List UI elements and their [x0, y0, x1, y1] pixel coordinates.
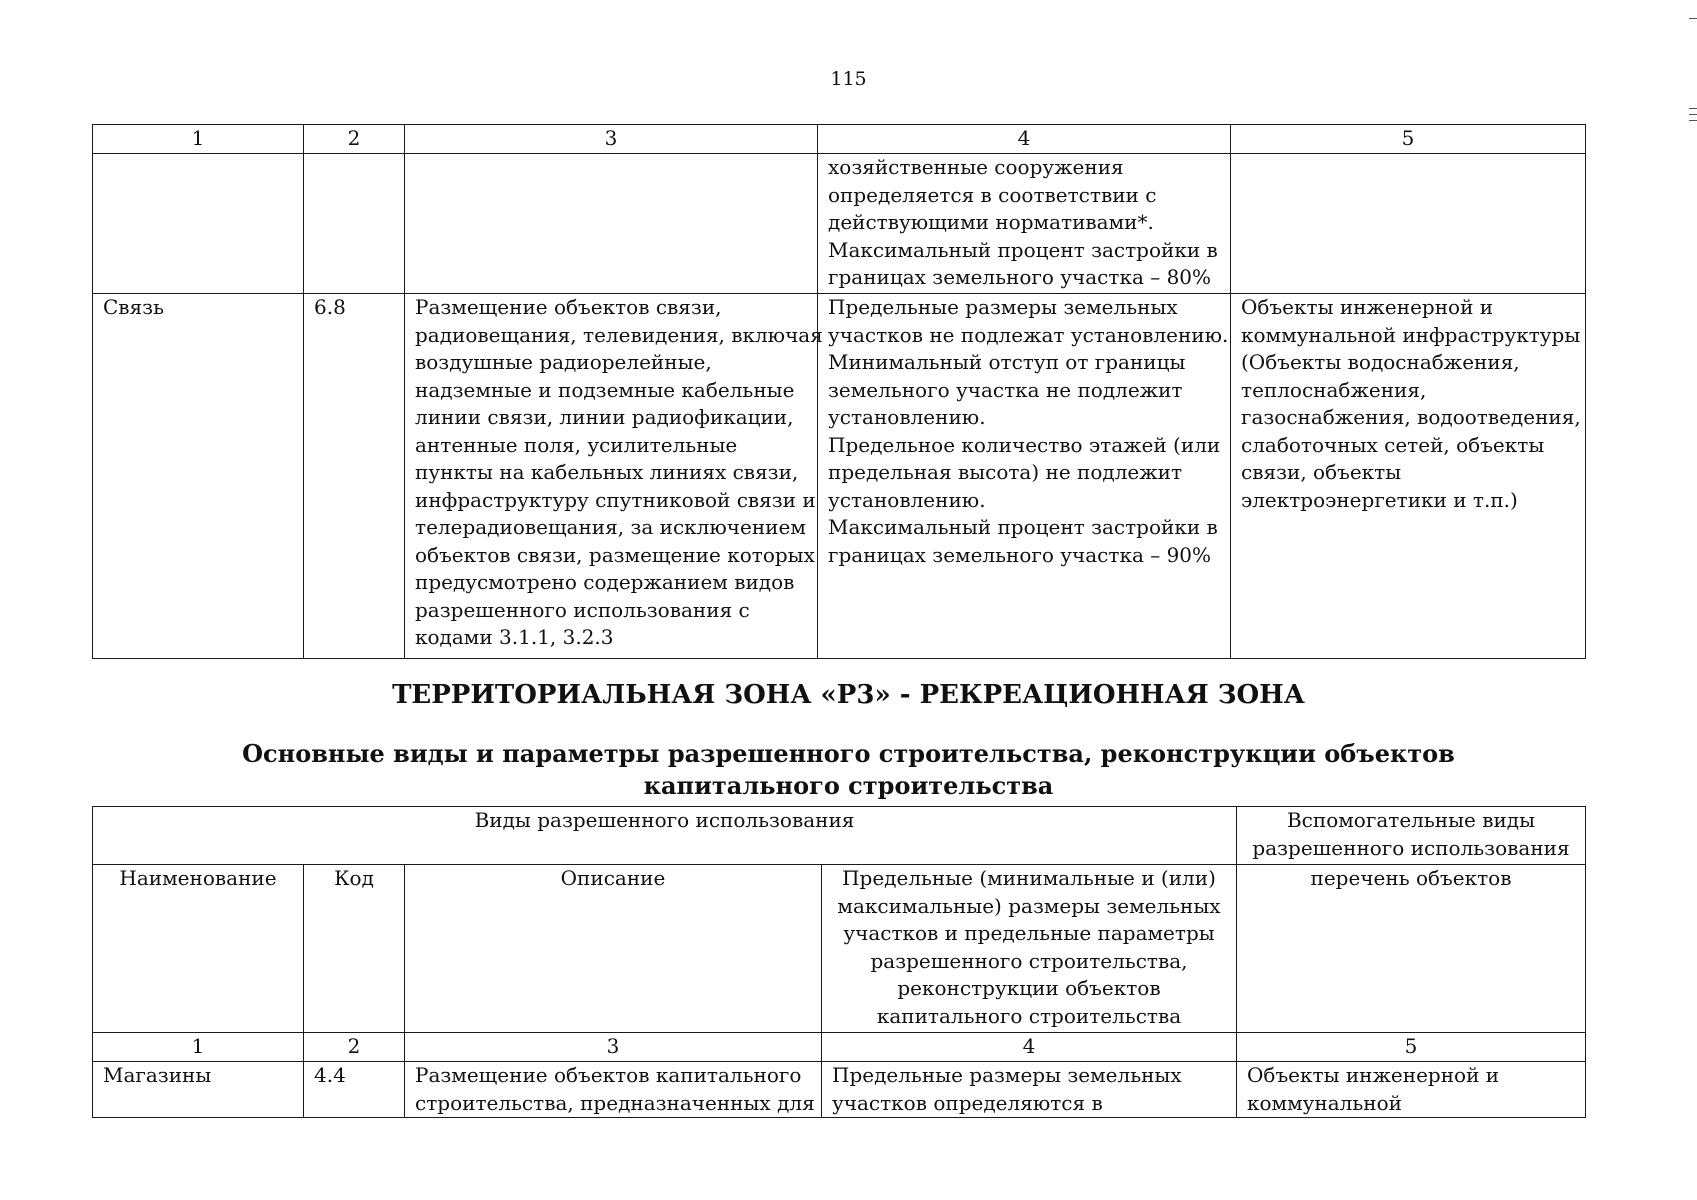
group-header: Виды разрешенного использования — [93, 807, 1237, 865]
header-aux: перечень объектов — [1237, 865, 1586, 1033]
text-line: инфраструктуру спутниковой связи и — [415, 487, 816, 512]
text-line: воздушные радиорелейные, — [415, 350, 712, 374]
col-number: 4 — [818, 125, 1231, 154]
text-line: участков и предельные параметры — [843, 921, 1215, 945]
text-line: кодами 3.1.1, 3.2.3 — [415, 625, 614, 649]
col-number: 5 — [1231, 125, 1586, 154]
text-line: Объекты инженерной и — [1247, 1063, 1500, 1087]
text-line: разрешенного использования — [1252, 835, 1570, 860]
col-number: 3 — [405, 125, 818, 154]
crop-mark-right-3 — [1689, 120, 1697, 121]
text-line: разрешенного использования с — [415, 597, 750, 622]
text-line: Предельные размеры земельных — [828, 295, 1178, 319]
col-number: 2 — [304, 125, 405, 154]
column-number-row — [93, 125, 1586, 154]
cell-description — [405, 294, 823, 659]
text-line: Максимальный процент застройки в — [828, 515, 1218, 539]
header-code: Код — [304, 865, 405, 1033]
group-header-row — [93, 807, 1586, 865]
text-line: линии связи, линии радиофикации, — [415, 405, 794, 429]
table-row-magaziny — [93, 1062, 1586, 1118]
text-line: объектов связи, размещение которых — [415, 542, 815, 567]
text-line: земельного участка не подлежит — [828, 377, 1183, 402]
text-line: капитального строительства — [876, 1003, 1182, 1028]
text-line: Максимальный процент застройки в — [828, 237, 1218, 262]
text-line: радиовещания, телевидения, включая — [415, 322, 823, 347]
text-line: предельная высота) не подлежит — [828, 460, 1183, 484]
text-line: электроэнергетики и т.п.) — [1241, 487, 1518, 512]
table-row-svyaz — [93, 294, 1586, 659]
col-number: 3 — [405, 1033, 822, 1062]
table-row-continued — [93, 154, 1586, 294]
crop-mark-right-1 — [1689, 108, 1697, 109]
text-line: разрешенного строительства, — [870, 948, 1188, 973]
page-number: 115 — [830, 68, 867, 90]
cell-params — [818, 154, 1231, 294]
text-line: границах земельного участка – 80% — [828, 265, 1212, 289]
text-line: границах земельного участка – 90% — [828, 542, 1212, 567]
text-line: Размещение объектов связи, — [415, 295, 722, 319]
cell-name-empty — [93, 154, 304, 294]
text-line: (Объекты водоснабжения, — [1241, 350, 1520, 374]
text-line: Вспомогательные виды — [1286, 808, 1536, 832]
text-line: пункты на кабельных линиях связи, — [415, 460, 799, 484]
cell-code: 4.4 — [304, 1062, 405, 1118]
column-header-row — [93, 865, 1586, 1033]
cell-params — [822, 1062, 1237, 1118]
header-params — [822, 865, 1237, 1033]
zone-title: ТЕРРИТОРИАЛЬНАЯ ЗОНА «Р3» - РЕКРЕАЦИОННАЯ ЗОНА — [392, 680, 1305, 710]
text-line: максимальные) размеры земельных — [837, 893, 1221, 918]
cell-name: Связь — [93, 294, 304, 659]
header-description: Описание — [405, 865, 822, 1033]
cell-params — [818, 294, 1231, 659]
cell-aux — [1237, 1062, 1586, 1118]
text-line: действующими нормативами*. — [828, 210, 1154, 234]
cell-name: Магазины — [93, 1062, 304, 1118]
cell-aux-empty — [1231, 154, 1586, 294]
cell-code-empty — [304, 154, 405, 294]
table-top — [92, 124, 1586, 659]
col-number: 4 — [822, 1033, 1237, 1062]
text-line: хозяйственные сооружения — [828, 155, 1124, 179]
text-line: газоснабжения, водоотведения, — [1241, 405, 1581, 429]
text-line: предусмотрено содержанием видов — [415, 570, 795, 594]
section-subtitle: Основные виды и параметры разрешенного строительства, реконструкции объектов капитального строительства — [242, 739, 1455, 800]
text-line: участков определяются в — [832, 1090, 1103, 1115]
text-line: телерадиовещания, за исключением — [415, 515, 806, 539]
text-line: Предельные размеры земельных — [832, 1063, 1182, 1087]
text-line: Объекты инженерной и — [1241, 295, 1494, 319]
cell-description-empty — [405, 154, 818, 294]
text-line: связи, объекты — [1241, 460, 1402, 484]
crop-mark-right-2 — [1689, 114, 1697, 115]
text-line: коммунальной — [1247, 1090, 1402, 1115]
table-bottom — [92, 806, 1586, 1118]
aux-group-header — [1237, 807, 1586, 865]
text-line: слаботочных сетей, объекты — [1241, 432, 1545, 457]
cell-description — [405, 1062, 822, 1118]
text-line: надземные и подземные кабельные — [415, 377, 795, 402]
text-line: установлению. — [828, 487, 986, 512]
cell-aux — [1231, 294, 1586, 659]
col-number: 1 — [93, 125, 304, 154]
text-line: Минимальный отступ от границы — [828, 350, 1186, 374]
text-line: теплоснабжения, — [1241, 377, 1427, 402]
cell-code: 6.8 — [304, 294, 405, 659]
text-line: Предельное количество этажей (или — [828, 432, 1221, 457]
column-number-row — [93, 1033, 1586, 1062]
text-line: установлению. — [828, 405, 986, 429]
col-number: 2 — [304, 1033, 405, 1062]
text-line: Размещение объектов капитального — [415, 1063, 802, 1087]
text-line: участков не подлежат установлению. — [828, 322, 1229, 347]
text-line: Предельные (минимальные и (или) — [842, 866, 1216, 890]
header-name: Наименование — [93, 865, 304, 1033]
col-number: 5 — [1237, 1033, 1586, 1062]
col-number: 1 — [93, 1033, 304, 1062]
text-line: реконструкции объектов — [897, 976, 1161, 1000]
crop-mark-top — [1689, 18, 1697, 19]
text-line: антенные поля, усилительные — [415, 432, 738, 457]
text-line: определяется в соответствии с — [828, 182, 1157, 207]
text-line: коммунальной инфраструктуры — [1241, 322, 1581, 347]
text-line: строительства, предназначенных для — [415, 1090, 815, 1115]
